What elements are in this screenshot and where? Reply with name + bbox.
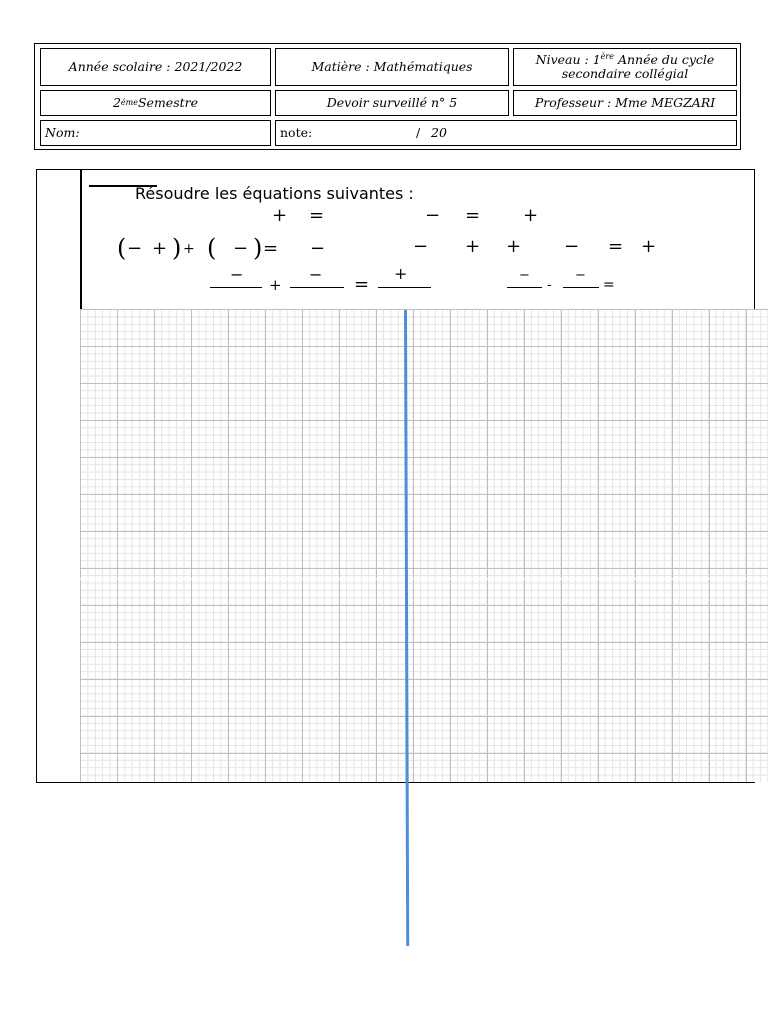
eq1-plus: +	[272, 205, 288, 226]
teacher: Professeur : Mme MEGZARI	[534, 95, 716, 111]
school-year-cell	[40, 48, 271, 86]
semester-num: 2	[112, 95, 121, 111]
eq4-plus-2: +	[506, 236, 522, 257]
eq6-equals: =	[603, 277, 615, 293]
eq4-minus-1: −	[413, 236, 429, 257]
grade-label: note:	[280, 125, 313, 141]
eq5-fraction-bar-1	[210, 287, 262, 288]
grid-seam	[80, 578, 768, 580]
eq3-lparen-1: (	[117, 234, 127, 262]
level-sup: ère	[600, 52, 614, 62]
subject: Matière : Mathématiques	[311, 59, 473, 75]
eq6-fraction-bar-2	[563, 287, 599, 288]
eq4-equals: =	[608, 236, 624, 257]
eq3-plus-2: +	[183, 241, 195, 257]
eq5-plus: +	[269, 276, 282, 294]
eq3-rparen-1: )	[172, 234, 182, 262]
eq2-equals: =	[465, 205, 481, 226]
grade-total: 20	[431, 125, 447, 141]
eq5-num-minus-2: −	[309, 265, 323, 284]
eq2-minus: −	[425, 205, 441, 226]
eq3-minus-3: −	[310, 238, 326, 259]
eq5-num-minus-1: −	[230, 265, 244, 284]
exercise-instruction: Résoudre les équations suivantes :	[135, 184, 414, 203]
eq5-fraction-bar-2	[290, 287, 344, 288]
eq3-lparen-2: (	[207, 234, 217, 262]
semester-sup: éme	[120, 97, 138, 107]
grade-slash: /	[416, 125, 421, 141]
answer-grid[interactable]	[80, 309, 768, 782]
eq3-rparen-2: )	[253, 234, 263, 262]
eq3-plus-1: +	[152, 238, 168, 259]
eq5-num-plus: +	[394, 264, 408, 283]
level-cell	[513, 48, 737, 86]
eq4-minus-2: −	[564, 236, 580, 257]
eq6-minus: -	[547, 278, 552, 293]
exam-title: Devoir surveillé n° 5	[326, 95, 458, 111]
eq3-minus-1: −	[127, 238, 143, 259]
eq6-num-minus-2: −	[575, 268, 586, 283]
eq4-plus-1: +	[465, 236, 481, 257]
eq1-equals: =	[309, 205, 325, 226]
eq6-fraction-bar-1	[507, 287, 542, 288]
eq6-num-minus-1: −	[519, 268, 530, 283]
semester-rest: Semestre	[137, 95, 199, 111]
eq5-equals: =	[354, 274, 370, 295]
eq5-fraction-bar-3	[378, 287, 431, 288]
grade-cell[interactable]	[275, 120, 737, 146]
level-rest: Année du cycle	[613, 52, 715, 68]
eq2-plus: +	[523, 205, 539, 226]
eq3-minus-2: −	[233, 238, 249, 259]
semester-cell	[40, 90, 271, 116]
level-prefix: Niveau : 1	[535, 52, 601, 68]
eq4-plus-3: +	[641, 236, 657, 257]
school-year: Année scolaire : 2021/2022	[68, 59, 243, 75]
header-table	[34, 43, 741, 150]
teacher-cell	[513, 90, 737, 116]
eq3-equals: =	[263, 238, 279, 259]
level-line2: secondaire collégial	[561, 66, 689, 82]
name-cell[interactable]	[40, 120, 271, 146]
exam-cell	[275, 90, 509, 116]
subject-cell	[275, 48, 509, 86]
name-label: Nom:	[45, 125, 80, 141]
